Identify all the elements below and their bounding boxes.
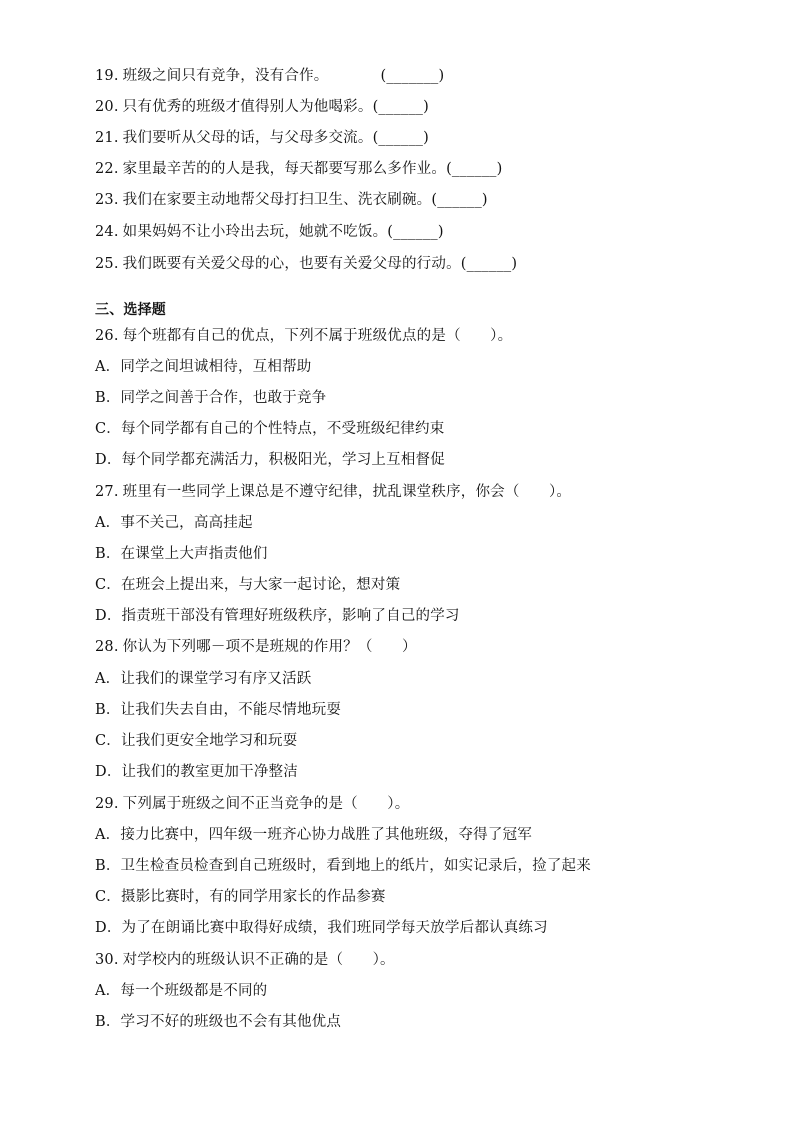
question-28-option-a[interactable]: A．让我们的课堂学习有序又活跃: [95, 671, 312, 687]
tf-item-23: [95, 190, 488, 210]
question-28-option-b[interactable]: B．让我们失去自由，不能尽情地玩耍: [95, 702, 342, 718]
question-26-option-d[interactable]: D．每个同学都充满活力，积极阳光，学习上互相督促: [95, 452, 445, 468]
answer-blank[interactable]: (______): [460, 256, 518, 272]
question-text: 对学校内的班级认识不正确的是（ ）。: [122, 952, 395, 968]
item-number: 24.: [95, 224, 119, 240]
question-29-option-b[interactable]: B．卫生检查员检查到自己班级时，看到地上的纸片，如实记录后，捡了起来: [95, 858, 591, 874]
question-30-option-a[interactable]: A．每一个班级都是不同的: [95, 983, 268, 999]
item-number: 22.: [95, 161, 119, 177]
question-30-stem: [95, 950, 395, 970]
answer-blank[interactable]: (______): [446, 161, 503, 177]
question-29-option-a[interactable]: A．接力比赛中，四年级一班齐心协力战胜了其他班级，夺得了冠军: [95, 827, 532, 843]
question-text: 班里有一些同学上课总是不遵守纪律，扰乱课堂秩序，你会（ ）。: [122, 484, 572, 500]
tf-item-19: [95, 66, 444, 86]
item-text: 只有优秀的班级才值得别人为他喝彩。: [122, 99, 373, 115]
answer-blank[interactable]: (______): [372, 99, 429, 115]
question-number: 26.: [95, 328, 119, 344]
item-number: 19.: [95, 68, 119, 84]
question-26-option-a[interactable]: A．同学之间坦诚相待，互相帮助: [95, 359, 312, 375]
item-number: 21.: [95, 130, 119, 146]
answer-blank[interactable]: (______): [372, 130, 429, 146]
question-text: 下列属于班级之间不正当竞争的是（ ）。: [122, 796, 410, 812]
question-number: 29.: [95, 796, 119, 812]
question-26-option-c[interactable]: C．每个同学都有自己的个性特点，不受班级纪律约束: [95, 421, 445, 437]
answer-blank[interactable]: (______): [387, 224, 444, 240]
question-text: 每个班都有自己的优点，下列不属于班级优点的是（ ）。: [122, 328, 513, 344]
question-text: 你认为下列哪－项不是班规的作用？（ ）: [122, 639, 417, 655]
question-27-option-d[interactable]: D．指责班干部没有管理好班级秩序，影响了自己的学习: [95, 608, 460, 624]
question-28-option-d[interactable]: D．让我们的教室更加干净整洁: [95, 764, 298, 780]
tf-item-20: [95, 97, 429, 117]
item-text: 家里最辛苦的的人是我，每天都要写那么多作业。: [122, 161, 447, 177]
item-text: 我们在家要主动地帮父母打扫卫生、洗衣刷碗。: [122, 192, 432, 208]
question-30-option-b[interactable]: B．学习不好的班级也不会有其他优点: [95, 1014, 342, 1030]
tf-item-22: [95, 159, 503, 179]
answer-blank[interactable]: (_______): [380, 68, 445, 84]
item-text: 我们要听从父母的话，与父母多交流。: [122, 130, 373, 146]
question-28-option-c[interactable]: C．让我们更安全地学习和玩耍: [95, 733, 298, 749]
tf-item-25: [95, 254, 517, 274]
item-text: 我们既要有关爱父母的心，也要有关爱父母的行动。: [122, 256, 461, 272]
tf-item-24: [95, 222, 444, 242]
tf-item-21: [95, 128, 429, 148]
answer-blank[interactable]: (______): [431, 192, 488, 208]
question-27-option-a[interactable]: A．事不关己，高高挂起: [95, 515, 253, 531]
question-29-option-d[interactable]: D．为了在朗诵比赛中取得好成绩，我们班同学每天放学后都认真练习: [95, 920, 548, 936]
item-number: 23.: [95, 192, 119, 208]
question-number: 27.: [95, 484, 119, 500]
item-text: 如果妈妈不让小玲出去玩，她就不吃饭。: [122, 224, 388, 240]
item-text: 班级之间只有竞争，没有合作。: [122, 68, 329, 84]
question-27-option-b[interactable]: B．在课堂上大声指责他们: [95, 546, 268, 562]
question-number: 28.: [95, 639, 119, 655]
question-28-stem: [95, 637, 417, 657]
item-number: 25.: [95, 256, 119, 272]
question-number: 30.: [95, 952, 119, 968]
item-number: 20.: [95, 99, 119, 115]
question-26-stem: [95, 326, 512, 346]
question-29-option-c[interactable]: C．摄影比赛时，有的同学用家长的作品参赛: [95, 889, 386, 905]
question-26-option-b[interactable]: B．同学之间善于合作，也敢于竞争: [95, 390, 327, 406]
section-title: 三、选择题: [95, 302, 166, 318]
question-27-stem: [95, 482, 571, 502]
question-27-option-c[interactable]: C．在班会上提出来，与大家一起讨论，想对策: [95, 577, 401, 593]
question-29-stem: [95, 794, 409, 814]
